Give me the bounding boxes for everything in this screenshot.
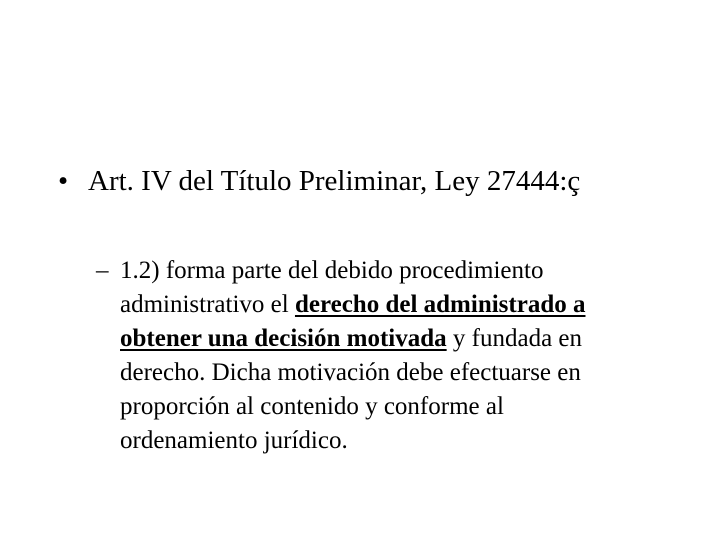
bullet-level-1 xyxy=(58,161,698,201)
text-emphasis: derecho del administrado a xyxy=(294,291,586,318)
text-line-6: ordenamiento jurídico. xyxy=(120,427,348,454)
text-line-5: proporción al contenido y conforme al xyxy=(120,393,504,420)
text-line-4: derecho. Dicha motivación debe efectuarse en xyxy=(120,359,581,386)
text-plain: y fundada en xyxy=(446,325,583,352)
text-emphasis: obtener una decisión motivada xyxy=(120,325,447,352)
sub-bullet-marker: – xyxy=(96,257,109,284)
text-line-3 xyxy=(120,322,650,356)
text-line-2 xyxy=(120,288,650,322)
bullet-level-2 xyxy=(96,254,656,458)
bullet-text-article-reference: Art. IV del Título Preliminar, Ley 27444:ç xyxy=(88,165,581,197)
text-line-1: 1.2) forma parte del debido procedimiento xyxy=(120,257,544,284)
sub-bullet-text xyxy=(120,254,650,458)
text-plain: administrativo el xyxy=(120,291,295,318)
bullet-marker: • xyxy=(58,165,69,197)
